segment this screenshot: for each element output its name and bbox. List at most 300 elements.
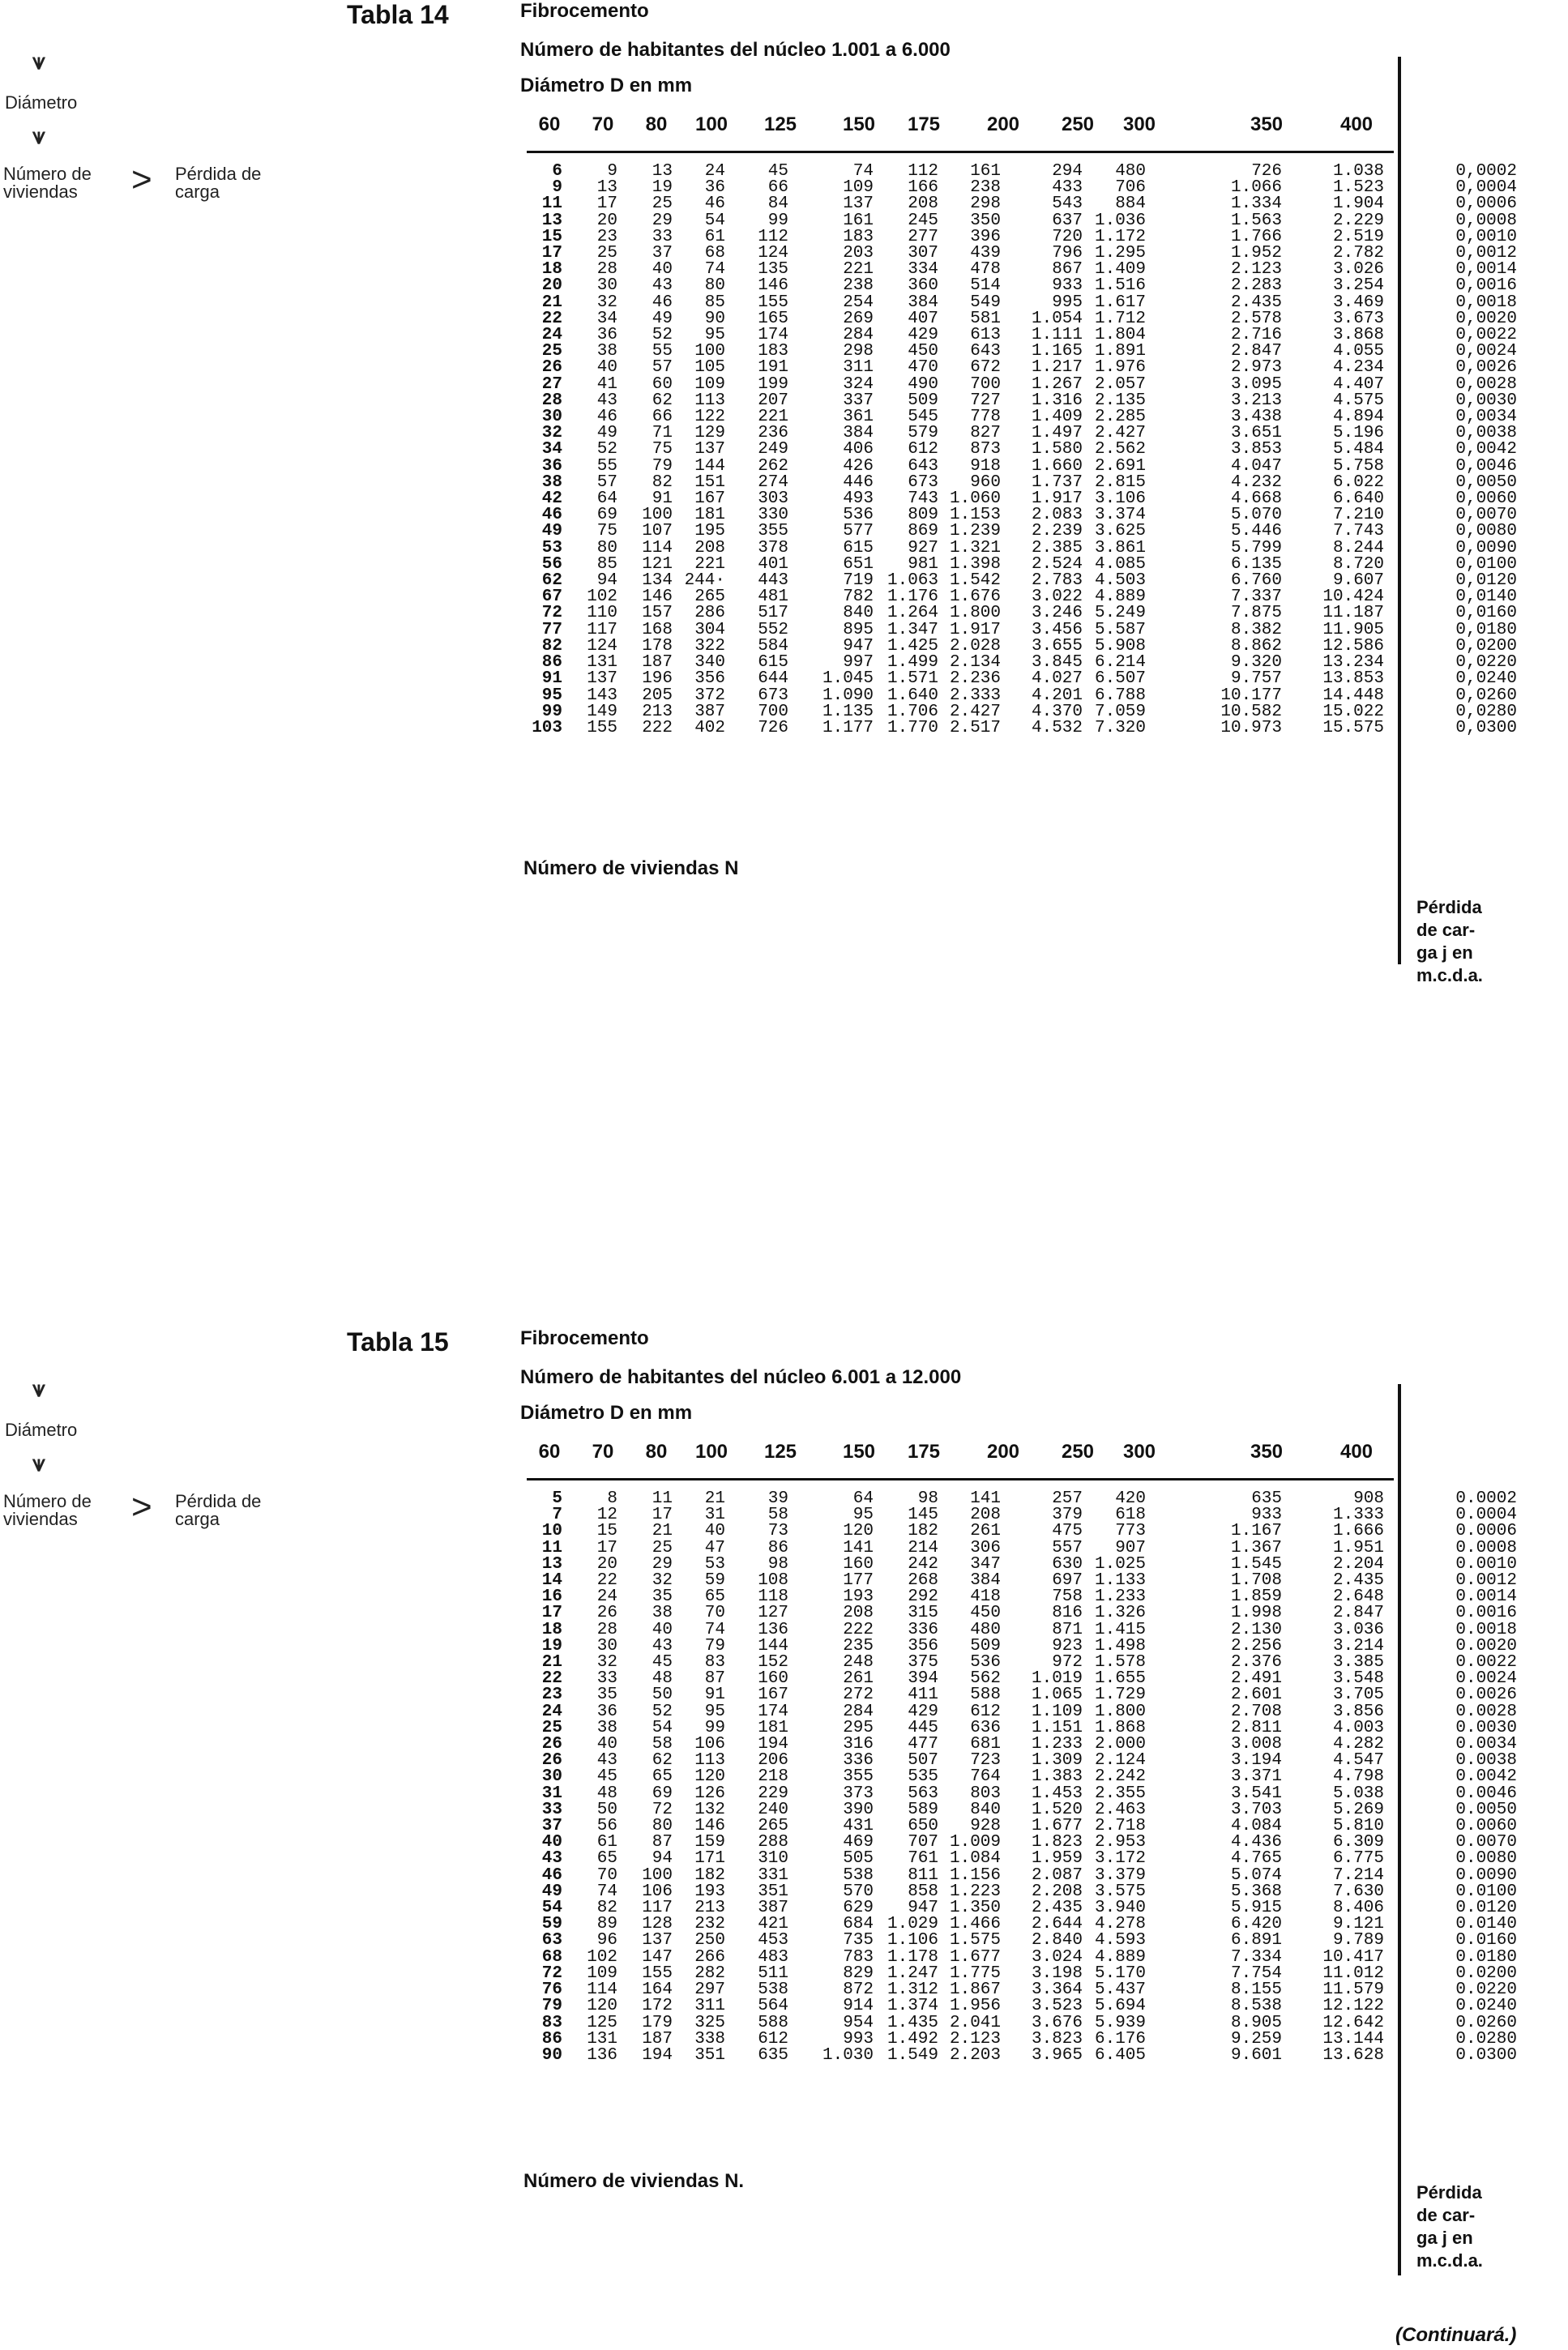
table-cell: 644: [758, 669, 788, 689]
table-cell: 7.210: [1332, 506, 1384, 525]
table-cell: 254: [843, 293, 874, 312]
diameter-header: 125: [763, 113, 797, 135]
table-cell: 5: [552, 1489, 562, 1508]
table-cell: 66: [652, 408, 673, 427]
table-cell: 2.435: [1332, 1571, 1384, 1591]
table-cell: 141: [843, 1538, 874, 1557]
table-cell: 3.523: [1031, 1997, 1083, 2016]
table-label: Tabla 14: [347, 0, 449, 29]
perdida-cell: 0,0050: [1455, 472, 1517, 492]
table-cell: 5.170: [1094, 1963, 1146, 1983]
table-cell: 2.973: [1230, 358, 1282, 378]
table-cell: 5.810: [1332, 1817, 1384, 1836]
table-cell: 995: [1052, 293, 1083, 312]
table-cell: 4.575: [1332, 391, 1384, 410]
perdida-cell: 0,0038: [1455, 424, 1517, 443]
table-cell: 681: [970, 1735, 1001, 1754]
table-cell: 483: [758, 1947, 788, 1967]
table-cell: 3.868: [1332, 326, 1384, 345]
table-cell: 207: [758, 391, 788, 410]
table-cell: 387: [694, 702, 725, 721]
perdida-cell: 0.0030: [1455, 1718, 1517, 1737]
table-cell: 110: [587, 604, 617, 623]
table-cell: 49: [652, 309, 673, 328]
perdida-carga-label: Pérdida de car- ga j en m.c.d.a.: [1416, 2182, 1483, 2271]
diameter-title: Diámetro D en mm: [520, 75, 693, 96]
table-cell: 1.775: [949, 1963, 1001, 1983]
table-cell: 221: [758, 408, 788, 427]
table-cell: 76: [541, 1980, 562, 2000]
table-cell: 39: [767, 1489, 788, 1508]
habitantes-subtitle: Número de habitantes del núcleo 6.001 a 12.000: [520, 1366, 962, 1388]
table-cell: 4.894: [1332, 408, 1384, 427]
table-cell: 557: [1052, 1538, 1083, 1557]
table-cell: 193: [843, 1587, 874, 1607]
table-cell: 1.677: [949, 1947, 1001, 1967]
table-cell: 95: [852, 1506, 874, 1525]
table-cell: 82: [541, 636, 562, 656]
table-cell: 336: [908, 1620, 938, 1639]
table-cell: 6: [552, 162, 562, 181]
table-cell: 4.532: [1031, 718, 1083, 737]
table-cell: 124: [758, 244, 788, 263]
table-cell: 10.424: [1322, 588, 1384, 607]
table-cell: 3.655: [1031, 636, 1083, 656]
table-cell: 1.959: [1031, 1849, 1083, 1869]
perdida-cell: 0,0300: [1455, 718, 1517, 737]
table-cell: 1.233: [1094, 1587, 1146, 1607]
table-cell: 315: [908, 1604, 938, 1623]
table-cell: 1.575: [949, 1931, 1001, 1950]
table-cell: 570: [843, 1882, 874, 1901]
table-cell: 450: [970, 1604, 1001, 1623]
table-cell: 1.350: [949, 1899, 1001, 1918]
table-cell: 40: [596, 1735, 617, 1754]
table-cell: 401: [758, 554, 788, 574]
table-cell: 45: [767, 162, 788, 181]
table-cell: 229: [758, 1784, 788, 1803]
table-cell: 49: [541, 522, 562, 541]
legend-diametro: Diámetro: [5, 92, 78, 113]
table-cell: 26: [541, 1751, 562, 1771]
table-cell: 109: [843, 178, 874, 198]
table-cell: 673: [758, 686, 788, 705]
table-cell: 2.124: [1094, 1751, 1146, 1771]
table-cell: 1.867: [949, 1980, 1001, 2000]
table-cell: 322: [694, 636, 725, 656]
table-cell: 1.545: [1230, 1554, 1282, 1574]
table-cell: 161: [970, 162, 1001, 181]
table-cell: 1.666: [1332, 1522, 1384, 1541]
table-cell: 6.420: [1230, 1915, 1282, 1934]
table-cell: 1.578: [1094, 1653, 1146, 1673]
table-cell: 743: [908, 489, 938, 509]
table-cell: 650: [908, 1817, 938, 1836]
table-cell: 13: [541, 211, 562, 230]
table-cell: 127: [758, 1604, 788, 1623]
material-title: Fibrocemento: [520, 0, 649, 22]
table-cell: 3.575: [1094, 1882, 1146, 1901]
table-cell: 5.484: [1332, 440, 1384, 459]
table-cell: 31: [541, 1784, 562, 1803]
table-cell: 33: [652, 227, 673, 246]
table-cell: 543: [1052, 194, 1083, 214]
table-cell: 993: [843, 2029, 874, 2049]
table-cell: 60: [652, 374, 673, 394]
perdida-cell: 0,0140: [1455, 588, 1517, 607]
table-cell: 1.309: [1031, 1751, 1083, 1771]
table-cell: 3.625: [1094, 522, 1146, 541]
table-cell: 1.334: [1230, 194, 1282, 214]
table-cell: 509: [970, 1636, 1001, 1656]
table-cell: 5.437: [1094, 1980, 1146, 2000]
table-cell: 62: [652, 391, 673, 410]
perdida-cell: 0.0012: [1455, 1571, 1517, 1591]
table-cell: 9.757: [1230, 669, 1282, 689]
table-cell: 2.782: [1332, 244, 1384, 263]
down-arrow-icon: ⩛: [32, 49, 45, 74]
table-cell: 3.456: [1031, 620, 1083, 639]
table-cell: 194: [642, 2045, 673, 2065]
perdida-cell: 0.0080: [1455, 1849, 1517, 1869]
table-cell: 157: [642, 604, 673, 623]
table-cell: 563: [908, 1784, 938, 1803]
table-cell: 1.453: [1031, 1784, 1083, 1803]
table-cell: 1.295: [1094, 244, 1146, 263]
table-cell: 3.008: [1230, 1735, 1282, 1754]
table-cell: 95: [704, 1702, 725, 1721]
table-cell: 5.908: [1094, 636, 1146, 656]
perdida-cell: 0.0090: [1455, 1865, 1517, 1885]
table-cell: 134: [642, 571, 673, 591]
table-cell: 36: [541, 456, 562, 476]
perdida-cell: 0.0280: [1455, 2029, 1517, 2049]
table-cell: 1.952: [1230, 244, 1282, 263]
table-cell: 24: [541, 1702, 562, 1721]
table-cell: 2.355: [1094, 1784, 1146, 1803]
table-cell: 21: [541, 293, 562, 312]
table-cell: 9.601: [1230, 2045, 1282, 2065]
table-cell: 2.203: [949, 2045, 1001, 2065]
table-cell: 29: [652, 1554, 673, 1574]
table-cell: 17: [541, 1604, 562, 1623]
table-cell: 1.737: [1031, 472, 1083, 492]
perdida-divider: [1398, 1384, 1401, 2275]
table-cell: 55: [596, 456, 617, 476]
table-cell: 1.167: [1230, 1522, 1282, 1541]
table-cell: 612: [908, 440, 938, 459]
table-cell: 113: [694, 391, 725, 410]
table-cell: 26: [541, 358, 562, 378]
table-cell: 205: [642, 686, 673, 705]
table-cell: 10.177: [1220, 686, 1282, 705]
table-cell: 32: [596, 1653, 617, 1673]
table-cell: 384: [970, 1571, 1001, 1591]
table-cell: 1.019: [1031, 1669, 1083, 1689]
table-cell: 720: [1052, 227, 1083, 246]
diameter-header: 70: [592, 1441, 614, 1463]
table-cell: 52: [652, 326, 673, 345]
table-cell: 840: [843, 604, 874, 623]
table-cell: 11: [652, 1489, 673, 1508]
perdida-cell: 0,0160: [1455, 604, 1517, 623]
table-cell: 811: [908, 1865, 938, 1885]
table-cell: 105: [694, 358, 725, 378]
table-column: [1231, 1491, 1282, 2064]
table-cell: 2.601: [1230, 1686, 1282, 1705]
table-cell: 203: [843, 244, 874, 263]
table-cell: 69: [652, 1784, 673, 1803]
table-cell: 4.027: [1031, 669, 1083, 689]
down-arrow-icon: ⩛: [32, 1376, 45, 1401]
legend-perdida-carga: Pérdida de carga: [175, 1491, 262, 1529]
table-cell: 40: [596, 358, 617, 378]
table-cell: 277: [908, 227, 938, 246]
table-cell: 38: [596, 1718, 617, 1737]
table-cell: 38: [652, 1604, 673, 1623]
table-cell: 8: [607, 1489, 617, 1508]
table-cell: 54: [704, 211, 725, 230]
table-cell: 1.264: [887, 604, 938, 623]
table-cell: 9.320: [1230, 653, 1282, 673]
perdida-cell: 0,0240: [1455, 669, 1517, 689]
table-cell: 25: [596, 244, 617, 263]
perdida-cell: 0.0180: [1455, 1947, 1517, 1967]
legend-perdida-carga: Pérdida de carga: [175, 164, 262, 202]
table-cell: 5.269: [1332, 1800, 1384, 1819]
diameter-header: 200: [986, 113, 1020, 135]
table-cell: 72: [541, 1963, 562, 1983]
table-cell: 873: [970, 440, 1001, 459]
table-cell: 179: [642, 2013, 673, 2032]
perdida-divider: [1398, 57, 1401, 964]
table-cell: 87: [704, 1669, 725, 1689]
data-table: [527, 164, 1394, 877]
table-cell: 618: [1115, 1506, 1146, 1525]
table-cell: 28: [596, 1620, 617, 1639]
table-cell: 803: [970, 1784, 1001, 1803]
diameter-header: 350: [1250, 1441, 1284, 1463]
table-cell: 8.406: [1332, 1899, 1384, 1918]
table-cell: 48: [596, 1784, 617, 1803]
table-cell: 103: [532, 718, 562, 737]
perdida-cell: 0,0180: [1455, 620, 1517, 639]
table-cell: 613: [970, 326, 1001, 345]
table-cell: 2.256: [1230, 1636, 1282, 1656]
table-column: [887, 164, 938, 737]
table-cell: 1.998: [1230, 1604, 1282, 1623]
table-cell: 481: [758, 588, 788, 607]
table-cell: 3.676: [1031, 2013, 1083, 2032]
table-cell: 282: [694, 1963, 725, 1983]
table-column: [950, 164, 1001, 737]
table-cell: 35: [652, 1587, 673, 1607]
table-cell: 165: [758, 309, 788, 328]
table-cell: 7.754: [1230, 1963, 1282, 1983]
table-cell: 355: [843, 1767, 874, 1787]
table-cell: 222: [642, 718, 673, 737]
table-cell: 6.405: [1094, 2045, 1146, 2065]
table-cell: 3.213: [1230, 391, 1282, 410]
table-cell: 19: [652, 178, 673, 198]
table-cell: 918: [970, 456, 1001, 476]
table-cell: 269: [843, 309, 874, 328]
table-cell: 62: [541, 571, 562, 591]
table-cell: 1.063: [887, 571, 938, 591]
table-cell: 12: [596, 1506, 617, 1525]
table-cell: 2.435: [1031, 1899, 1083, 1918]
table-cell: 1.065: [1031, 1686, 1083, 1705]
table-cell: 507: [908, 1751, 938, 1771]
table-cell: 86: [767, 1538, 788, 1557]
perdida-cell: 0.0140: [1455, 1915, 1517, 1934]
diameter-header: 350: [1250, 113, 1284, 135]
material-title: Fibrocemento: [520, 1327, 649, 1349]
table-cell: 1.038: [1332, 162, 1384, 181]
table-cell: 155: [758, 293, 788, 312]
table-cell: 218: [758, 1767, 788, 1787]
table-column: [950, 1491, 1001, 2064]
table-cell: 30: [541, 408, 562, 427]
table-cell: 107: [642, 522, 673, 541]
table-cell: 384: [908, 293, 938, 312]
table-cell: 3.172: [1094, 1849, 1146, 1869]
table-cell: 997: [843, 653, 874, 673]
table-cell: 3.703: [1230, 1800, 1282, 1819]
table-cell: 700: [970, 374, 1001, 394]
table-cell: 735: [843, 1931, 874, 1950]
table-cell: 1.106: [887, 1931, 938, 1950]
table-column: [1095, 164, 1146, 737]
table-cell: 372: [694, 686, 725, 705]
table-cell: 56: [541, 554, 562, 574]
table-cell: 5.368: [1230, 1882, 1282, 1901]
table-cell: 972: [1052, 1653, 1083, 1673]
table-cell: 5.694: [1094, 1997, 1146, 2016]
table-cell: 764: [970, 1767, 1001, 1787]
table-cell: 5.074: [1230, 1865, 1282, 1885]
table-cell: 183: [758, 342, 788, 361]
diameter-header: 60: [538, 1441, 561, 1463]
table-cell: 2.285: [1094, 408, 1146, 427]
table-column: [587, 1491, 617, 2064]
table-cell: 869: [908, 522, 938, 541]
table-cell: 2.716: [1230, 326, 1282, 345]
table-cell: 1.156: [949, 1865, 1001, 1885]
table-cell: 7.320: [1094, 718, 1146, 737]
table-cell: 3.856: [1332, 1702, 1384, 1721]
perdida-cell: 0.0024: [1455, 1669, 1517, 1689]
table-cell: 16: [541, 1587, 562, 1607]
table-cell: 334: [908, 260, 938, 280]
table-cell: 840: [970, 1800, 1001, 1819]
perdida-cell: 0,0070: [1455, 506, 1517, 525]
table-cell: 50: [596, 1800, 617, 1819]
table-cell: 71: [652, 424, 673, 443]
table-cell: 84: [767, 194, 788, 214]
table-cell: 310: [758, 1849, 788, 1869]
table-cell: 6.891: [1230, 1931, 1282, 1950]
perdida-cell: 0.0034: [1455, 1735, 1517, 1754]
table-cell: 719: [843, 571, 874, 591]
table-cell: 11: [541, 194, 562, 214]
table-cell: 445: [908, 1718, 938, 1737]
table-cell: 288: [758, 1833, 788, 1852]
table-cell: 3.853: [1230, 440, 1282, 459]
table-cell: 98: [767, 1554, 788, 1574]
table-cell: 3.026: [1332, 260, 1384, 280]
table-cell: 292: [908, 1587, 938, 1607]
table-cell: 2.578: [1230, 309, 1282, 328]
table-cell: 62: [652, 1751, 673, 1771]
table-cell: 2.491: [1230, 1669, 1282, 1689]
table-cell: 3.548: [1332, 1669, 1384, 1689]
table-cell: 727: [970, 391, 1001, 410]
table-cell: 1.172: [1094, 227, 1146, 246]
perdida-cell: 0,0016: [1455, 276, 1517, 296]
table-cell: 643: [970, 342, 1001, 361]
table-cell: 1.133: [1094, 1571, 1146, 1591]
table-cell: 46: [704, 194, 725, 214]
table-cell: 1.868: [1094, 1718, 1146, 1737]
table-cell: 1.766: [1230, 227, 1282, 246]
table-cell: 20: [541, 276, 562, 296]
table-cell: 17: [652, 1506, 673, 1525]
table-cell: 167: [694, 489, 725, 509]
table-cell: 4.003: [1332, 1718, 1384, 1737]
table-cell: 114: [587, 1980, 617, 2000]
table-cell: 4.084: [1230, 1817, 1282, 1836]
table-cell: 390: [843, 1800, 874, 1819]
table-cell: 121: [642, 554, 673, 574]
table-cell: 588: [758, 2013, 788, 2032]
table-cell: 17: [596, 194, 617, 214]
perdida-cell: 0,0004: [1455, 178, 1517, 198]
table-cell: 1.580: [1031, 440, 1083, 459]
table-cell: 69: [596, 506, 617, 525]
table-cell: 125: [587, 2013, 617, 2032]
table-cell: 24: [704, 162, 725, 181]
table-cell: 274: [758, 472, 788, 492]
table-cell: 113: [694, 1751, 725, 1771]
table-cell: 884: [1115, 194, 1146, 214]
table-cell: 91: [704, 1686, 725, 1705]
table-cell: 22: [541, 1669, 562, 1689]
table-cell: 221: [843, 260, 874, 280]
table-cell: 13.144: [1322, 2029, 1384, 2049]
table-cell: 2.028: [949, 636, 1001, 656]
table-cell: 3.246: [1031, 604, 1083, 623]
table-cell: 443: [758, 571, 788, 591]
table-cell: 1.770: [887, 718, 938, 737]
table-cell: 137: [843, 194, 874, 214]
table-cell: 146: [642, 588, 673, 607]
table-cell: 564: [758, 1997, 788, 2016]
table-cell: 336: [843, 1751, 874, 1771]
table-cell: 294: [1052, 162, 1083, 181]
table-cell: 1.497: [1031, 424, 1083, 443]
perdida-cell: 0.0018: [1455, 1620, 1517, 1639]
perdida-cell: 0,0010: [1455, 227, 1517, 246]
table-cell: 469: [843, 1833, 874, 1852]
table-cell: 2.283: [1230, 276, 1282, 296]
table-cell: 933: [1251, 1506, 1282, 1525]
table-cell: 1.233: [1031, 1735, 1083, 1754]
perdida-cell: 0,0002: [1455, 162, 1517, 181]
table-cell: 191: [758, 358, 788, 378]
table-cell: 146: [694, 1817, 725, 1836]
table-cell: 1.498: [1094, 1636, 1146, 1656]
